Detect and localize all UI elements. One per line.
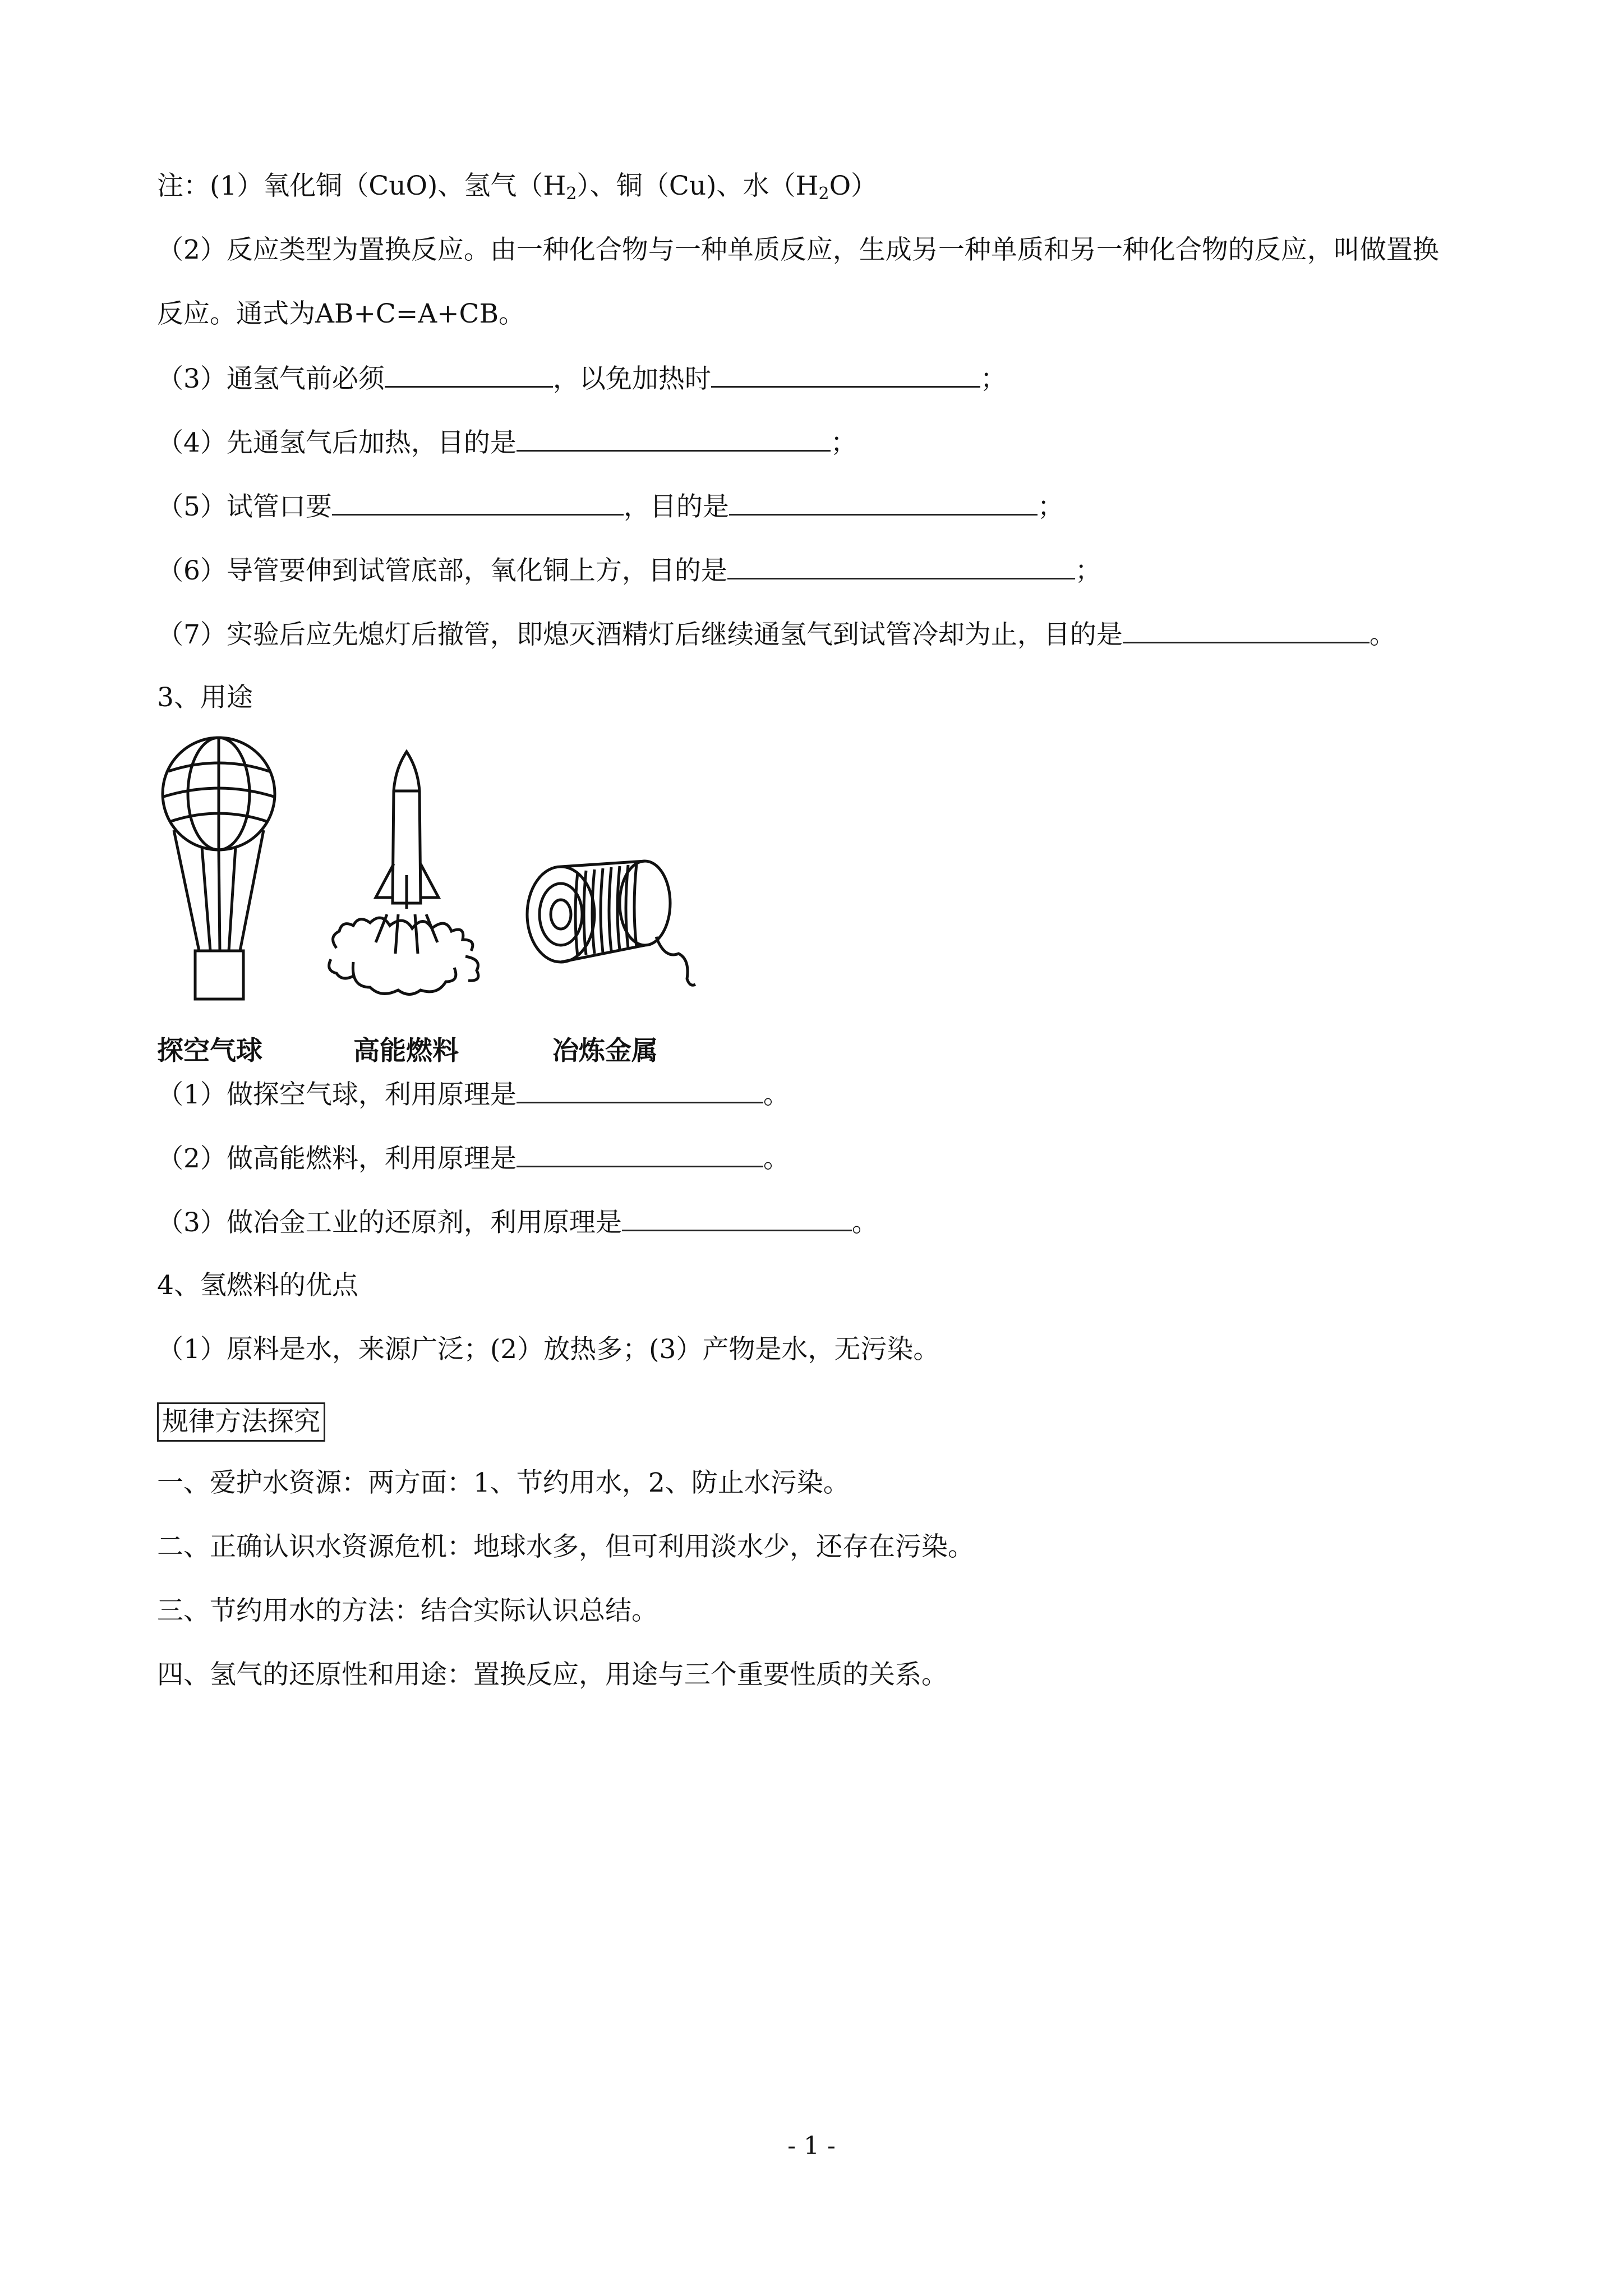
question-7: （7）实验后应先熄灯后撤管，即熄灭酒精灯后继续通氢气到试管冷却为止，目的是 。 xyxy=(157,617,1396,652)
caption-balloon: 探空气球 xyxy=(157,1036,262,1066)
method-item-1: 一、爱护水资源：两方面：1、节约用水，2、防止水污染。 xyxy=(157,1467,850,1498)
answer-blank[interactable] xyxy=(517,1077,763,1103)
answer-blank[interactable] xyxy=(332,489,624,516)
question-3: （3）通氢气前必须 ，以免加热时 ； xyxy=(157,361,1007,396)
subscript: 2 xyxy=(818,184,829,204)
answer-blank[interactable] xyxy=(711,361,980,388)
use-question-1: （1）做探空气球，利用原理是 。 xyxy=(157,1077,790,1112)
uses-heading: 3、用途 xyxy=(157,682,253,713)
answer-blank[interactable] xyxy=(727,553,1075,579)
question-5: （5）试管口要 ，目的是 ； xyxy=(157,489,1064,524)
answer-blank[interactable] xyxy=(385,361,553,388)
note-line-1 xyxy=(157,169,877,203)
subscript: 2 xyxy=(566,184,577,204)
balloon-icon xyxy=(157,732,292,1001)
page-number: - 1 - xyxy=(787,2132,836,2160)
methods-box-title: 规律方法探究 xyxy=(157,1402,325,1442)
note-text: O） xyxy=(829,171,878,201)
caption-fuel: 高能燃料 xyxy=(353,1036,459,1066)
rocket-icon xyxy=(320,746,499,1004)
note-line-2: （2）反应类型为置换反应。由一种化合物与一种单质反应，生成另一种单质和另一种化合物的反应，叫做置换 xyxy=(157,234,1439,265)
question-6: （6）导管要伸到试管底部，氧化铜上方，目的是 ； xyxy=(157,553,1101,588)
advantages-heading: 4、氢燃料的优点 xyxy=(157,1270,358,1301)
answer-blank[interactable] xyxy=(517,1141,763,1167)
note-text: ）、铜（Cu)、水（H xyxy=(577,171,819,201)
advantages-text: （1）原料是水，来源广泛；(2）放热多；(3）产物是水，无污染。 xyxy=(157,1334,940,1365)
method-item-2: 二、正确认识水资源危机：地球水多，但可利用淡水少，还存在污染。 xyxy=(157,1531,974,1562)
answer-blank[interactable] xyxy=(729,489,1038,516)
use-question-3: （3）做冶金工业的还原剂，利用原理是 。 xyxy=(157,1205,878,1240)
method-item-4: 四、氢气的还原性和用途：置换反应，用途与三个重要性质的关系。 xyxy=(157,1659,948,1690)
note-text: 注：(1）氧化铜（CuO)、氢气（H xyxy=(157,171,566,201)
answer-blank[interactable] xyxy=(1123,617,1370,643)
answer-blank[interactable] xyxy=(622,1205,852,1231)
note-line-3: 反应。通式为AB+C=A+CB。 xyxy=(157,298,525,329)
use-question-2: （2）做高能燃料，利用原理是 。 xyxy=(157,1141,790,1176)
caption-metal: 冶炼金属 xyxy=(552,1036,658,1066)
copper-spool-icon xyxy=(522,847,701,993)
question-4: （4）先通氢气后加热，目的是 ； xyxy=(157,425,857,460)
answer-blank[interactable] xyxy=(517,425,831,452)
method-item-3: 三、节约用水的方法：结合实际认识总结。 xyxy=(157,1595,658,1626)
